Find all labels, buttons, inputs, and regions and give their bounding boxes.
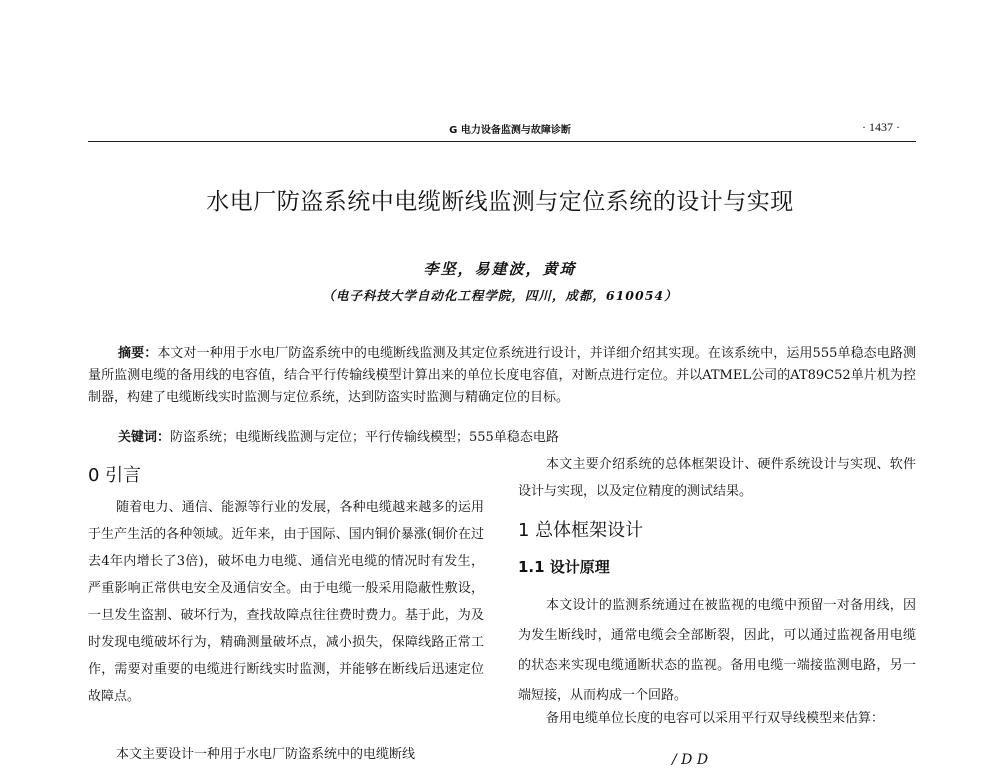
page-number: · 1437 · <box>862 120 900 134</box>
authors: 李坚，易建波，黄琦 <box>423 260 577 278</box>
abstract-text: 本文对一种用于水电厂防盗系统中的电缆断线监测及其定位系统进行设计，并详细介绍其实现。在该系统中，运用555单稳态电路测量所监测电缆的备用线的电容值，结合平行传输线模型计算出来的单位长度电容值，对断点进行定位。并以ATMEL公司的AT89C52单片机为控制器，构建了电缆断线实时监测与定位系统，达到防盗实时监测与精确定位的目标。 <box>88 346 916 405</box>
design-paragraph-2-text: 备用电缆单位长度的电容可以采用平行双导线模型来估算： <box>546 711 885 726</box>
intro-paragraph-2 <box>88 741 484 768</box>
abstract-label: 摘要： <box>118 346 158 361</box>
intro-paragraph-3 <box>518 451 916 505</box>
header-rule <box>88 141 916 142</box>
abstract <box>88 343 916 409</box>
keywords-label: 关键词： <box>118 430 171 445</box>
formula-fragment: / D D <box>672 752 709 768</box>
intro-paragraph-1-text: 随着电力、通信、能源等行业的发展，各种电缆越来越多的运用于生产生活的各种领域。近年来，由于国际、国内铜价暴涨(铜价在过去4年内增长了3倍)，破坏电力电缆、通信光电缆的情况时有发生，严重影响正常供电安全及通信安全。由于电缆一般采用隐蔽性敷设，一旦发生盗割、破坏行为，查找故障点往往费时费力。基于此，为及时发现电缆破坏行为，精确测量破坏点，减小损失，保障线路正常工作，需要对重要的电缆进行断线实时监测，并能够在断线后迅速定位故障点。 <box>88 500 484 704</box>
paper-title: 水电厂防盗系统中电缆断线监测与定位系统的设计与实现 <box>206 189 794 215</box>
design-paragraph-2 <box>518 704 916 733</box>
intro-paragraph-3-text: 本文主要介绍系统的总体框架设计、硬件系统设计与实现、软件设计与实现，以及定位精度的测试结果。 <box>518 457 916 499</box>
design-paragraph-1-text: 本文设计的监测系统通过在被监视的电缆中预留一对备用线，因为发生断线时，通常电缆会全部断裂，因此，可以通过监视备用电缆的状态来实现电缆通断状态的监视。备用电缆一端接监测电路，另一端短接，从而构成一个回路。 <box>518 598 916 703</box>
section-heading-1-1: 1.1 设计原理 <box>518 558 610 576</box>
affiliation: （电子科技大学自动化工程学院，四川，成都，610054） <box>322 288 678 303</box>
keywords-text: 防盗系统；电缆断线监测与定位；平行传输线模型；555单稳态电路 <box>170 430 559 445</box>
section-heading-intro: 0 引言 <box>88 465 142 486</box>
design-paragraph-1 <box>518 591 916 711</box>
intro-paragraph-1 <box>88 494 484 710</box>
keywords <box>118 429 916 447</box>
section-heading-1: 1 总体框架设计 <box>518 520 644 541</box>
running-header: G 电力设备监测与故障诊断 <box>449 125 571 136</box>
intro-paragraph-2-text: 本文主要设计一种用于水电厂防盗系统中的电缆断线 <box>116 747 416 762</box>
